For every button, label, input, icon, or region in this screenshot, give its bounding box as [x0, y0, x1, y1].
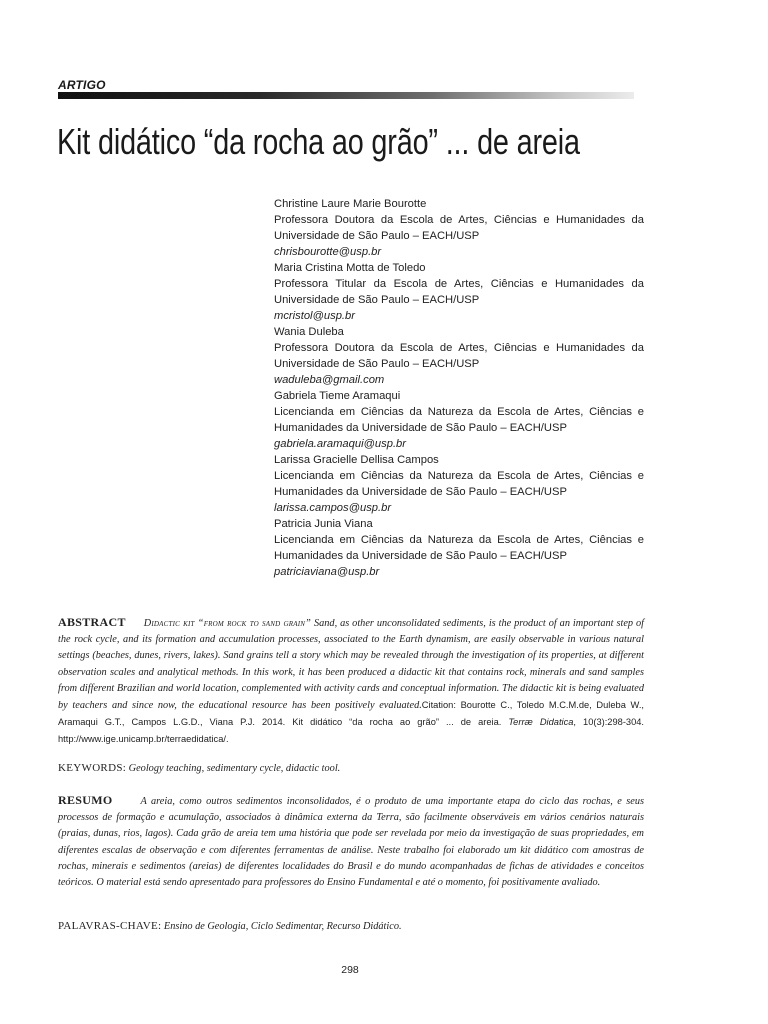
author-affiliation: Professora Doutora da Escola de Artes, Ciências e Humanidades da	[274, 342, 644, 354]
author-name: Larissa Gracielle Dellisa Campos	[274, 454, 439, 466]
author-email[interactable]: chrisbourotte@usp.br	[274, 246, 382, 258]
author-affiliation: Licencianda em Ciências da Natureza da Escola de Artes, Ciências e	[274, 406, 644, 418]
author-affiliation: Licencianda em Ciências da Natureza da Escola de Artes, Ciências e	[274, 534, 644, 546]
abstract-title-phrase: Didactic kit “from rock to sand grain”	[143, 618, 312, 629]
page-number: 298	[341, 964, 359, 976]
author-affiliation: Universidade de São Paulo – EACH/USP	[274, 230, 480, 242]
resumo-text: A areia, como outros sedimentos inconsolidados, é o produto de uma importante etapa do ciclo das rochas, e seus processos de formação e acumulação, associados à dinâmica externa da Terra, são facilmente observáveis em vários cenários naturais (praias, dunas, rios, lagos). Cada grão de areia tem uma história que pode ser revelada por meio da investigação de suas propriedades, em diferentes escalas de observação e com diferentes ferramentas de análise. Neste trabalho foi elaborado um kit didático com amostras de rochas, minerais e sedimentos (areias) de diferentes localidades do Brasil e do mundo acompanhadas de fichas de atividades e conceitos teóricos. O material está sendo apresentado para professores do Ensino Fundamental e até o momento, foi positivamente avaliado.	[58, 796, 644, 889]
author-name: Maria Cristina Motta de Toledo	[274, 262, 426, 274]
abstract-label: ABSTRACT	[58, 615, 126, 629]
author-email[interactable]: patriciaviana@usp.br	[274, 566, 380, 578]
author-list	[274, 196, 644, 580]
author-name: Patricia Junia Viana	[274, 518, 373, 530]
citation-journal: Terræ Didatica	[508, 717, 574, 728]
author-name: Gabriela Tieme Aramaqui	[274, 390, 401, 402]
author-affiliation: Humanidades da Universidade de São Paulo – EACH/USP	[274, 486, 567, 498]
palavras-chave-label: PALAVRAS-CHAVE:	[58, 920, 162, 932]
abstract-section	[58, 614, 644, 749]
author-affiliation: Professora Titular da Escola de Artes, Ciências e Humanidades da	[274, 278, 644, 290]
author-email[interactable]: mcristol@usp.br	[274, 310, 355, 322]
author-email[interactable]: gabriela.aramaqui@usp.br	[274, 438, 407, 450]
abstract-text: Sand, as other unconsolidated sediments, is the product of an important step of the rock cycle, and its formation and accumulation processes, associated to the Earth dynamism, are easily observable in various natural settings (beaches, dunes, rivers, lakes). Sand grains tell a story which may be revealed through the investigation of its properties, at different observation scales and analytical methods. In this work, it has been produced a didactic kit that contains rock, minerals and sand samples from different Brazilian and world location, complemented with activity cards and conceptual information. The didactic kit is being evaluated by teachers and since now, the educational resource has been positively evaluated.	[58, 618, 644, 712]
author-affiliation: Licencianda em Ciências da Natureza da Escola de Artes, Ciências e	[274, 470, 644, 482]
palavras-chave-text: Ensino de Geologia, Ciclo Sedimentar, Recurso Didático.	[163, 921, 402, 932]
author-name: Christine Laure Marie Bourotte	[274, 198, 427, 210]
section-label: ARTIGO	[58, 78, 106, 92]
palavras-chave-section	[58, 918, 644, 935]
resumo-section	[58, 792, 644, 891]
citation-suffix: , 10(3):298-304. http://www.ige.unicamp.br/terraedidatica/.	[58, 717, 645, 745]
article-title: Kit didático “da rocha ao grão” ... de areia	[57, 121, 580, 162]
author-affiliation: Universidade de São Paulo – EACH/USP	[274, 358, 480, 370]
keywords-label: KEYWORDS:	[58, 762, 127, 774]
citation-prefix: Citation: Bourotte C., Toledo M.C.M.de, Duleba W., Aramaqui G.T., Campos L.G.D., Viana P.J. 2014. Kit didático “da rocha ao grão” ... de areia.	[58, 700, 644, 728]
author-affiliation: Humanidades da Universidade de São Paulo – EACH/USP	[274, 422, 567, 434]
keywords-text: Geology teaching, sedimentary cycle, didactic tool.	[128, 763, 341, 774]
author-affiliation: Universidade de São Paulo – EACH/USP	[274, 294, 480, 306]
author-name: Wania Duleba	[274, 326, 344, 338]
header-gradient-bar	[58, 92, 634, 99]
author-affiliation: Professora Doutora da Escola de Artes, Ciências e Humanidades da	[274, 214, 644, 226]
resumo-label: RESUMO	[58, 793, 113, 807]
author-email[interactable]: waduleba@gmail.com	[274, 374, 385, 386]
author-affiliation: Humanidades da Universidade de São Paulo – EACH/USP	[274, 550, 567, 562]
keywords-section	[58, 760, 644, 777]
author-email[interactable]: larissa.campos@usp.br	[274, 502, 392, 514]
